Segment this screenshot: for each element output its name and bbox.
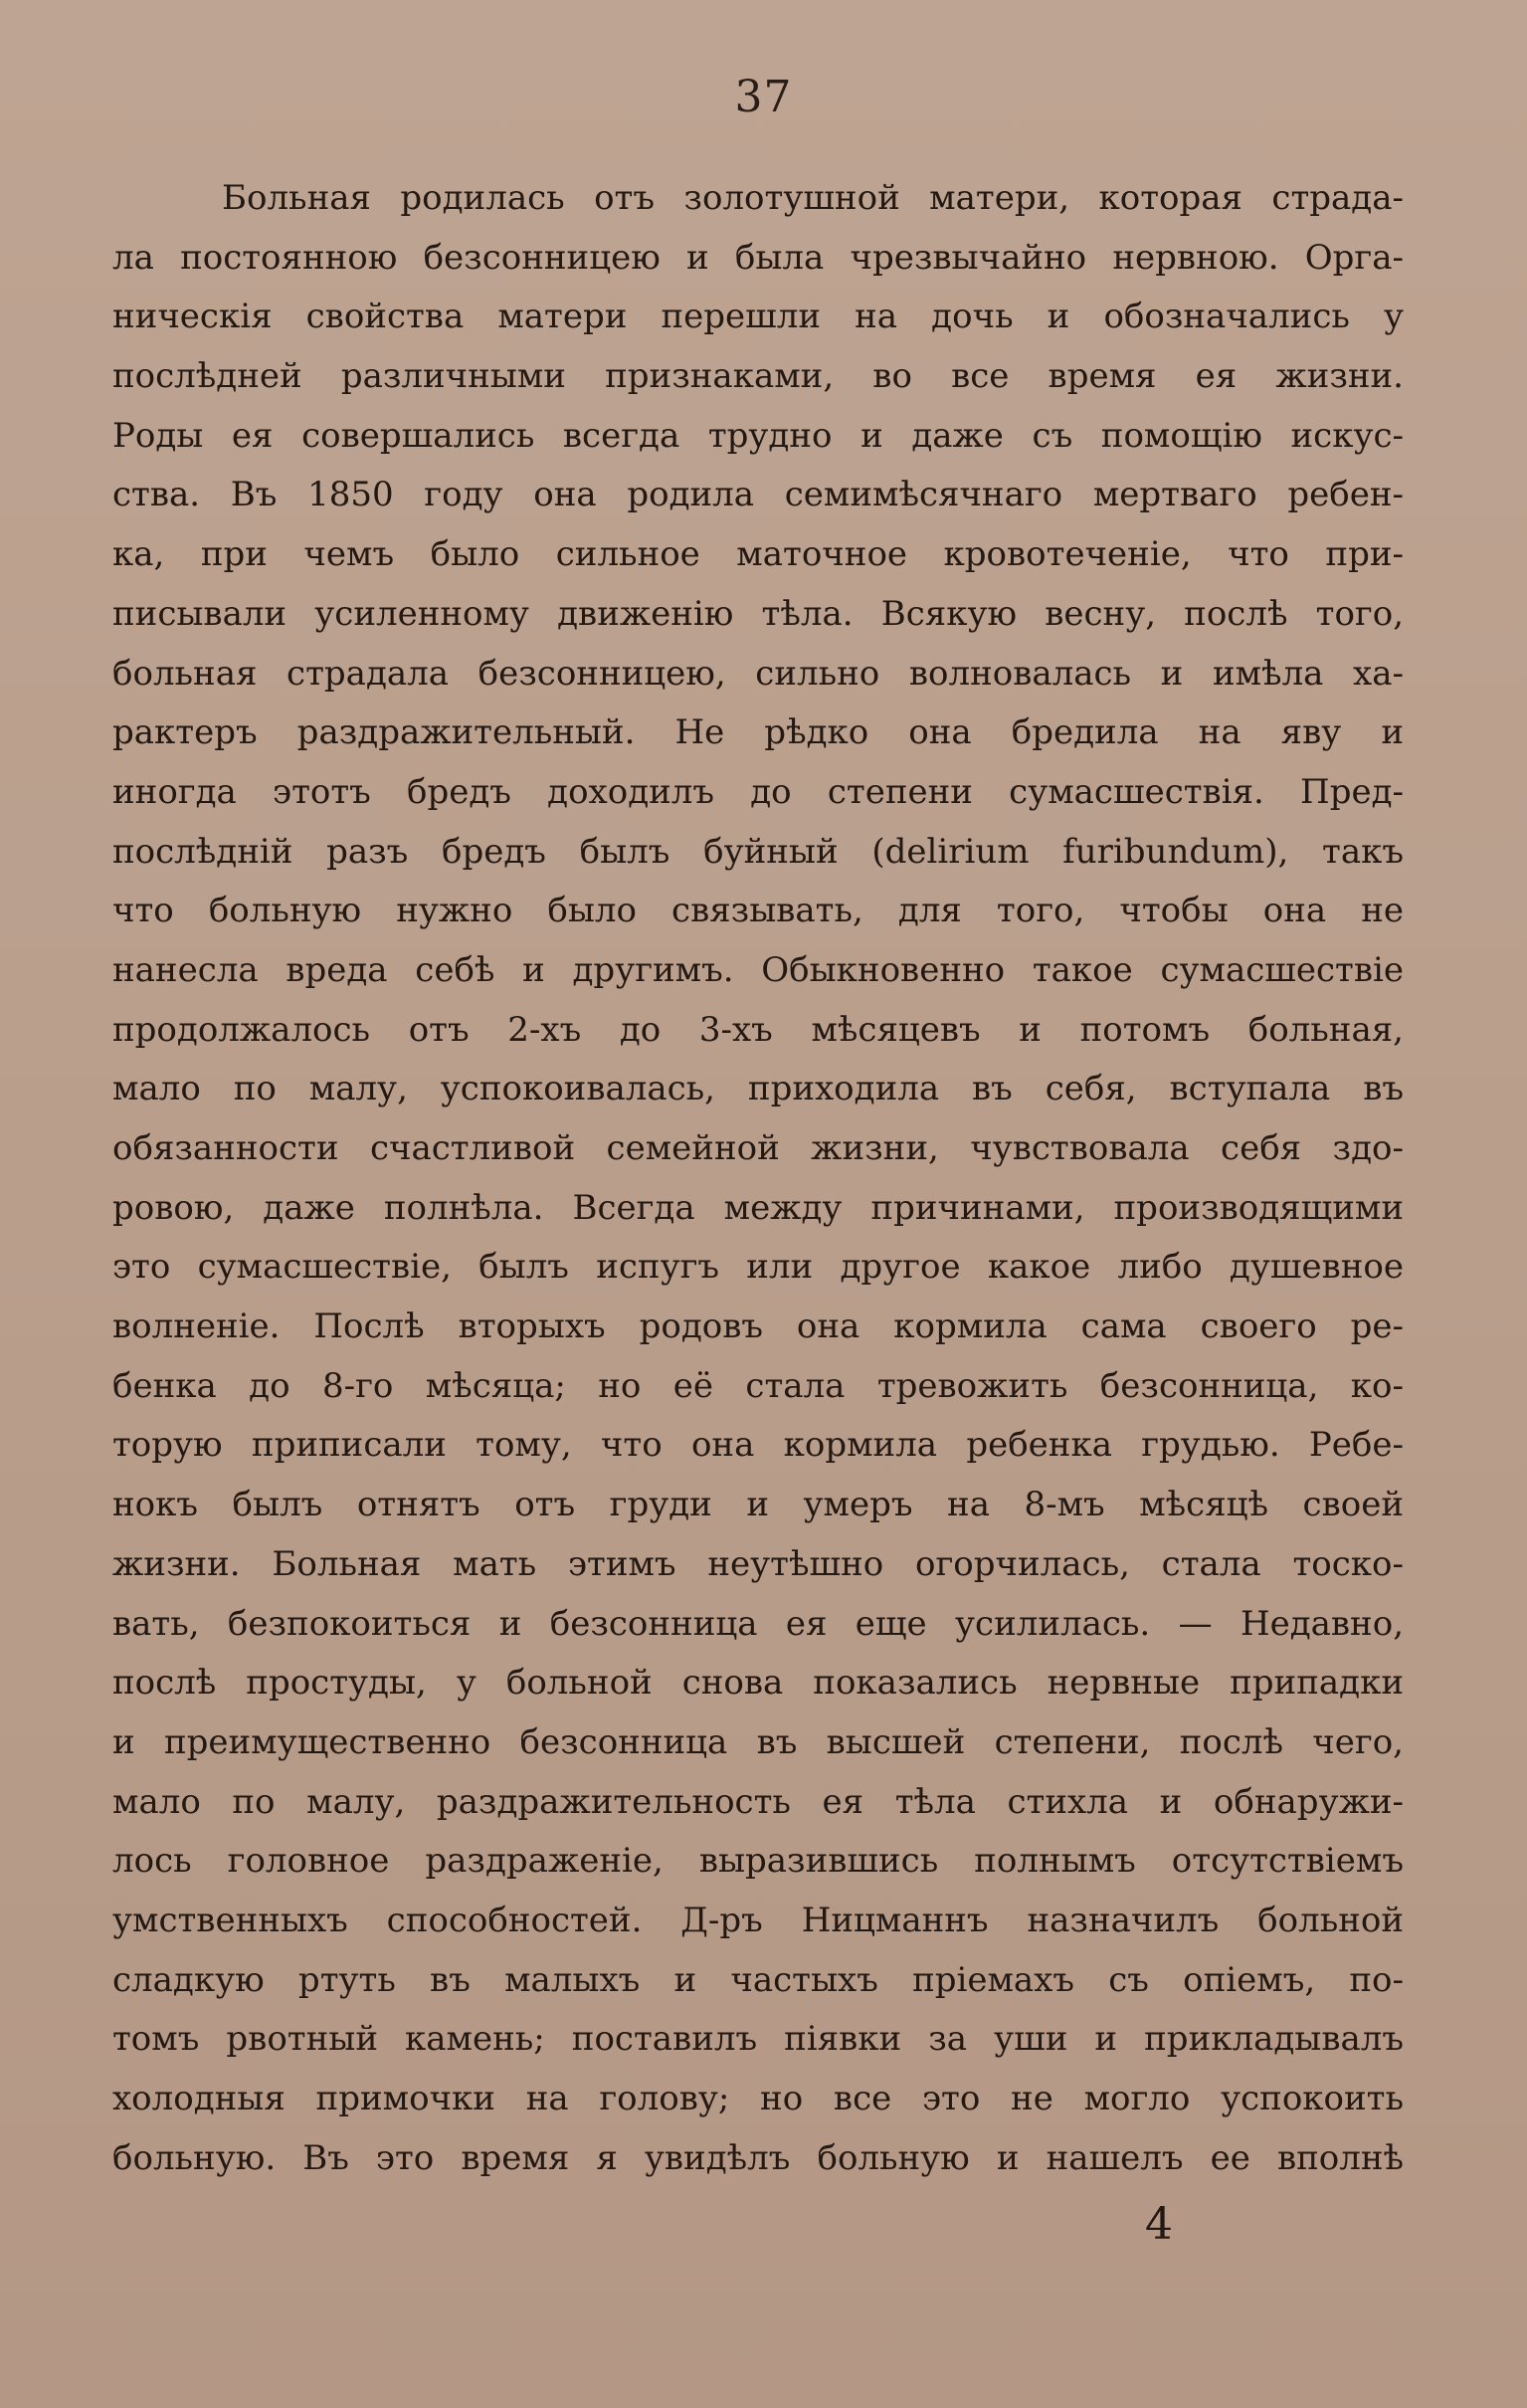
text-line: мало по малу, успокоивалась, приходила въ себя, вступала въ	[112, 1069, 1404, 1109]
text-line: холодныя примочки на голову; но все это не могло успокоить	[112, 2079, 1404, 2118]
text-line: умственныхъ способностей. Д-ръ Ницманнъ назначилъ больной	[112, 1900, 1404, 1940]
text-line: торую приписали тому, что она кормила ребенка грудью. Ребе-	[112, 1425, 1404, 1466]
text-line: Роды ея совершались всегда трудно и даже съ помощію искус-	[112, 415, 1404, 456]
text-line: и преимущественно безсонница въ высшей степени, послѣ чего,	[112, 1721, 1404, 1762]
page-number: 37	[734, 72, 793, 122]
text-line: рактеръ раздражительный. Не рѣдко она бредила на яву и	[112, 712, 1404, 753]
text-line: продолжалось отъ 2-хъ до 3-хъ мѣсяцевъ и потомъ больная,	[112, 1009, 1404, 1050]
text-line: обязанности счастливой семейной жизни, чувствовала себя здо-	[112, 1128, 1404, 1168]
body-text	[112, 169, 1404, 2188]
text-line: это сумасшествіе, былъ испугъ или другое какое либо душевное	[112, 1247, 1404, 1288]
text-line: мало по малу, раздражительность ея тѣла стихла и обнаружи-	[112, 1781, 1404, 1822]
signature-mark: 4	[1145, 2199, 1173, 2250]
text-line: ства. Въ 1850 году она родила семимѣсячнаго мертваго ребен-	[112, 475, 1404, 515]
text-line: нанесла вреда себѣ и другимъ. Обыкновенно такое сумасшествіе	[112, 949, 1404, 990]
text-line: жизни. Больная мать этимъ неутѣшно огорчилась, стала тоско-	[112, 1543, 1404, 1584]
text-line: томъ рвотный камень; поставилъ піявки за уши и прикладывалъ	[112, 2019, 1404, 2060]
text-line: Больная родилась отъ золотушной матери, которая страда-	[222, 178, 1404, 218]
text-line: послѣ простуды, у больной снова показались нервные припадки	[112, 1663, 1404, 1704]
text-line: волненіе. Послѣ вторыхъ родовъ она кормила сама своего ре-	[112, 1306, 1404, 1347]
text-line: послѣдній разъ бредъ былъ буйный (delirium furibundum), такъ	[112, 831, 1404, 872]
text-line: что больную нужно было связывать, для того, чтобы она не	[112, 891, 1404, 931]
text-line: больная страдала безсонницею, сильно волновалась и имѣла ха-	[112, 653, 1404, 694]
text-line: ка, при чемъ было сильное маточное кровотеченіе, что при-	[112, 534, 1404, 575]
text-line: писывали усиленному движенію тѣла. Всякую весну, послѣ того,	[112, 593, 1404, 634]
text-line: ровою, даже полнѣла. Всегда между причинами, производящими	[112, 1187, 1404, 1228]
text-line: вать, безпокоиться и безсонница ея еще усилилась. — Недавно,	[112, 1603, 1404, 1644]
text-line: ническія свойства матери перешли на дочь и обозначались у	[112, 297, 1404, 337]
text-line: нокъ былъ отнятъ отъ груди и умеръ на 8-мъ мѣсяцѣ своей	[112, 1485, 1404, 1525]
text-line: бенка до 8-го мѣсяца; но её стала тревожить безсонница, ко-	[112, 1365, 1404, 1406]
text-line: лось головное раздраженіе, выразившись полнымъ отсутствіемъ	[112, 1841, 1404, 1882]
text-line: иногда этотъ бредъ доходилъ до степени сумасшествія. Пред-	[112, 771, 1404, 812]
text-line: ла постоянною безсонницею и была чрезвычайно нервною. Орга-	[112, 237, 1404, 278]
text-line: сладкую ртуть въ малыхъ и частыхъ пріемахъ съ опіемъ, по-	[112, 1959, 1404, 2000]
text-line: послѣдней различными признаками, во все время ея жизни.	[112, 356, 1404, 397]
text-line: больную. Въ это время я увидѣлъ больную и нашелъ ее вполнѣ	[112, 2137, 1404, 2178]
